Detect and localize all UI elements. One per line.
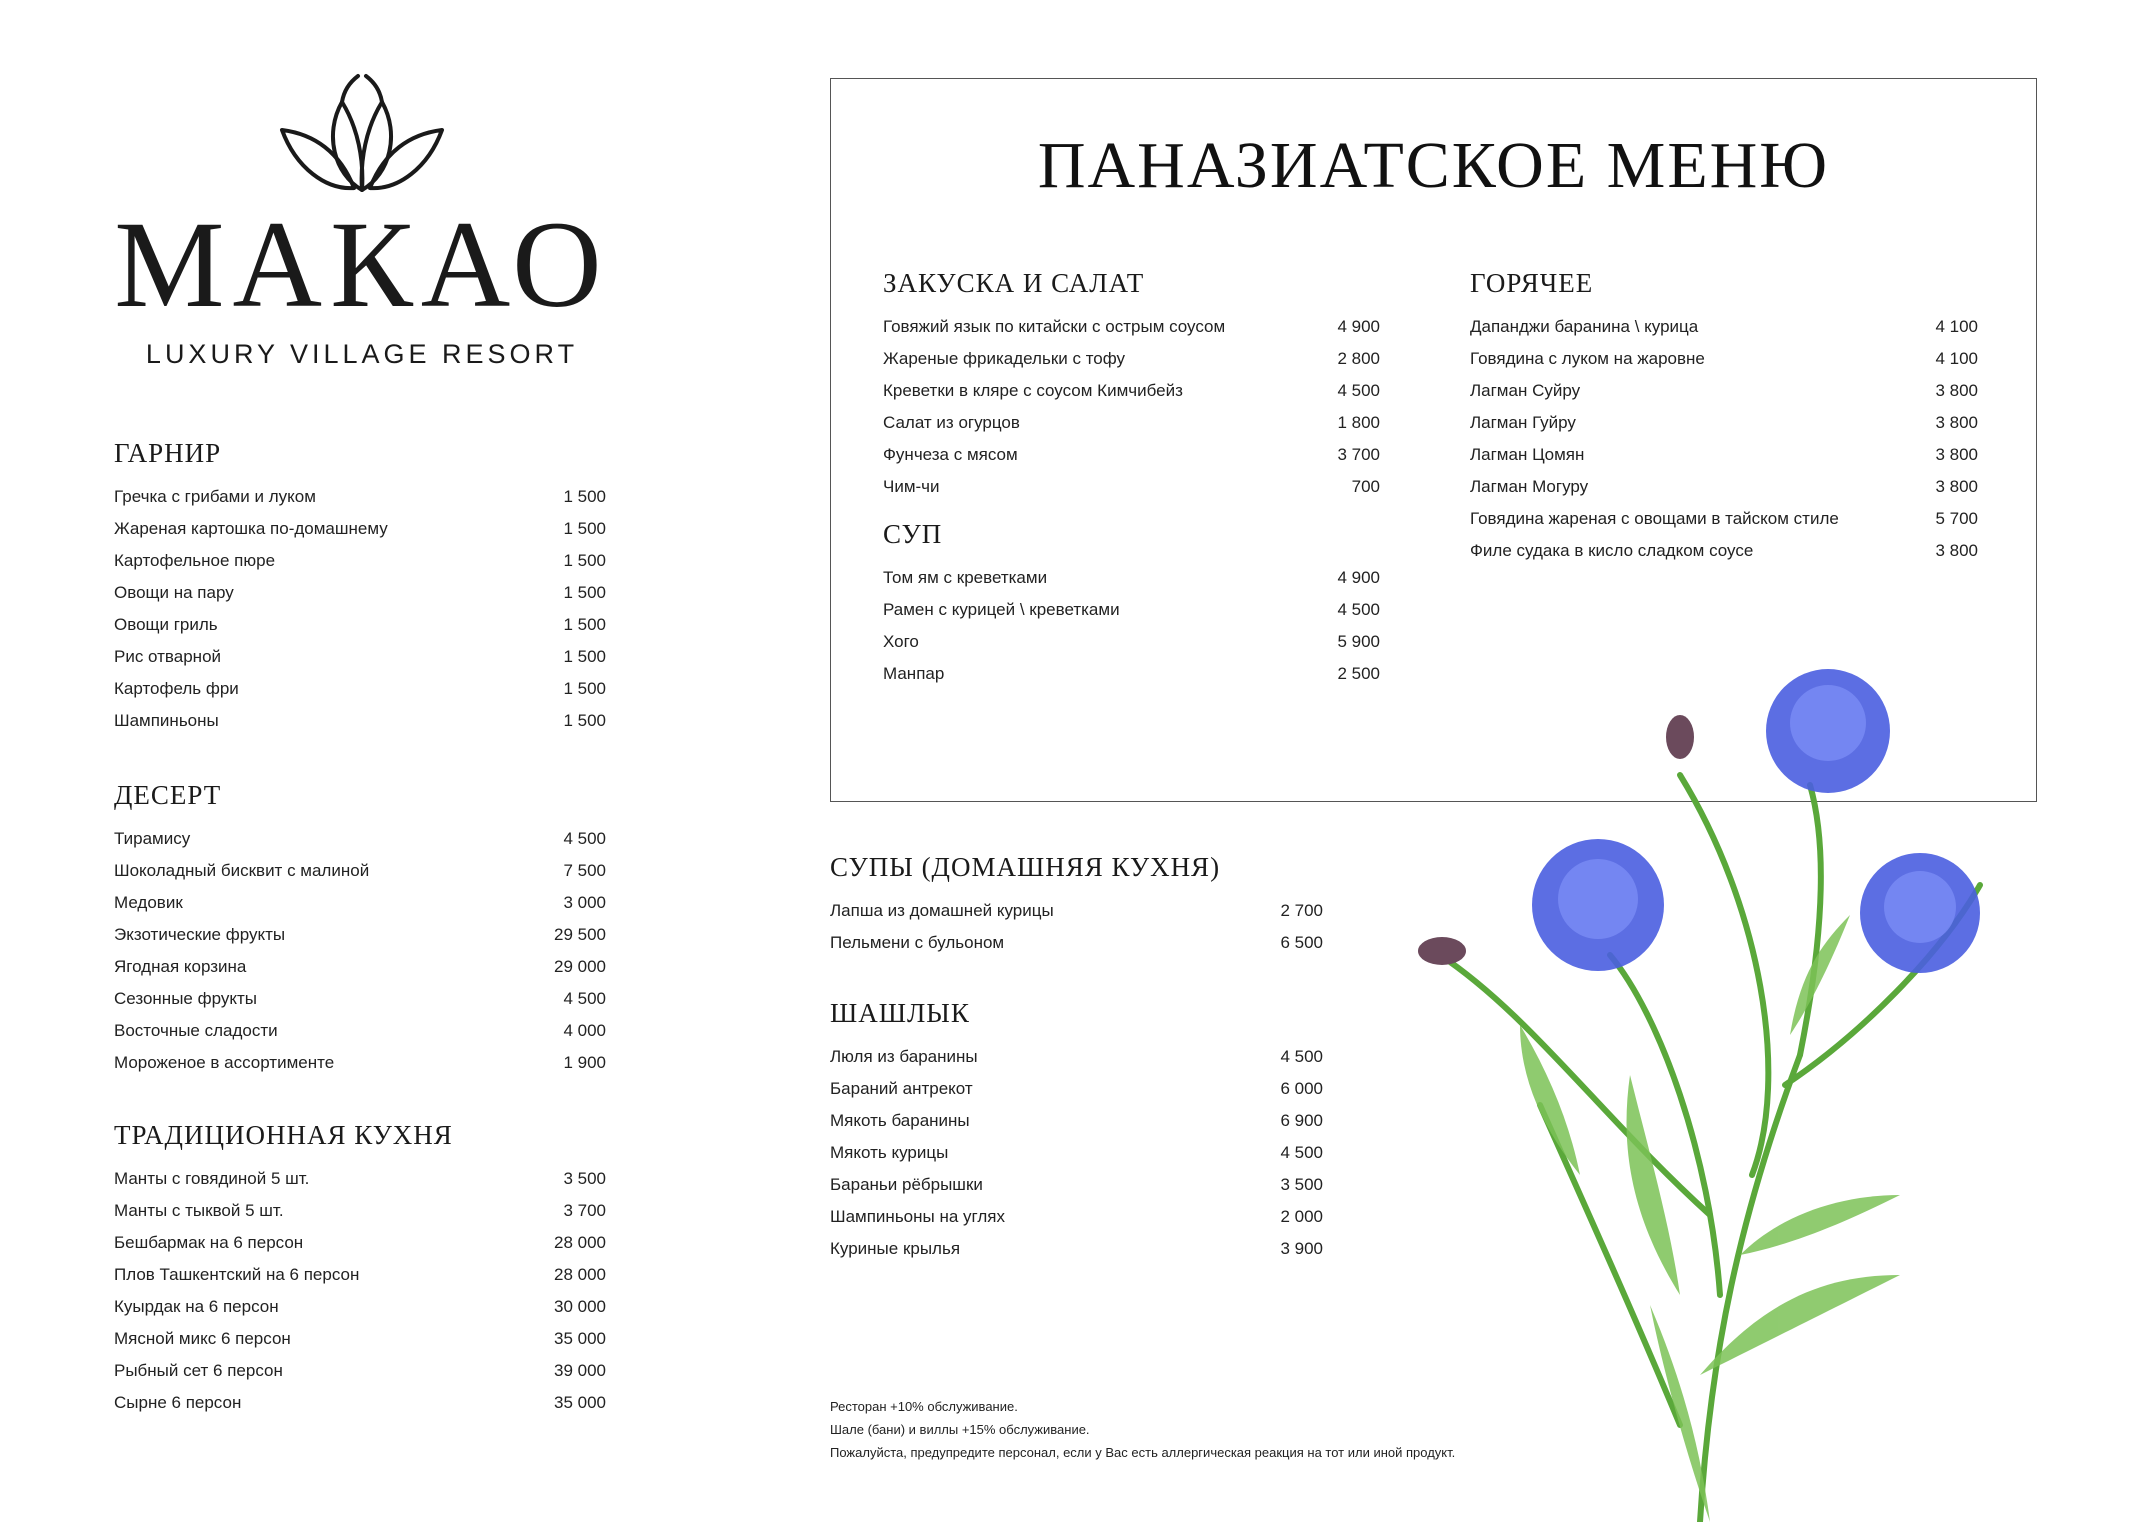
item-price: 6 000: [1280, 1079, 1323, 1098]
item-price: 3 800: [1935, 413, 1978, 432]
menu-item: [830, 1233, 1323, 1265]
section-title: ШАШЛЫК: [830, 998, 970, 1028]
item-name: Лагман Могуру: [1470, 477, 1589, 496]
section-title: ЗАКУСКА И САЛАТ: [883, 268, 1145, 298]
item-price: 28 000: [554, 1233, 606, 1252]
menu-item: [1470, 407, 1978, 439]
menu-item: [830, 1073, 1323, 1105]
item-price: 1 500: [563, 679, 606, 698]
item-name: Дапанджи баранина \ курица: [1470, 317, 1699, 336]
item-price: 4 900: [1337, 568, 1380, 587]
menu-item: [114, 1015, 606, 1047]
note-allergy: Пожалуйста, предупредите персонал, если у Вас есть аллергическая реакция на тот или иной продукт.: [830, 1445, 1456, 1460]
menu-item: [114, 1259, 606, 1291]
menu-item: [1470, 503, 1978, 535]
brand-logo: [112, 72, 612, 372]
item-name: Сезонные фрукты: [114, 989, 257, 1008]
item-name: Чим-чи: [883, 477, 940, 496]
menu-item: [1470, 535, 1978, 567]
menu-item: [114, 1291, 606, 1323]
item-name: Люля из баранины: [830, 1047, 978, 1066]
item-price: 1 500: [563, 711, 606, 730]
menu-item: [830, 1105, 1323, 1137]
item-name: Экзотические фрукты: [114, 925, 286, 944]
item-price: 39 000: [554, 1361, 606, 1380]
item-price: 4 900: [1337, 317, 1380, 336]
item-price: 7 500: [563, 861, 606, 880]
item-price: 4 500: [1280, 1047, 1323, 1066]
menu-item: [114, 855, 606, 887]
menu-item: [114, 919, 606, 951]
menu-item: [883, 375, 1380, 407]
section-title: ДЕСЕРТ: [114, 780, 222, 810]
menu-item: [114, 1195, 606, 1227]
item-price: 700: [1351, 477, 1380, 496]
menu-item: [114, 951, 606, 983]
item-price: 1 500: [563, 487, 606, 506]
menu-item: [830, 895, 1323, 927]
menu-item: [883, 658, 1380, 690]
item-name: Плов Ташкентский на 6 персон: [114, 1265, 360, 1284]
menu-item: [830, 1201, 1323, 1233]
item-name: Лагман Цомян: [1470, 445, 1585, 464]
item-name: Бешбармак на 6 персон: [114, 1233, 304, 1252]
menu-item: [114, 1323, 606, 1355]
note-chalet: Шале (бани) и виллы +15% обслуживание.: [830, 1422, 1090, 1437]
menu-item: [1470, 375, 1978, 407]
item-name: Тирамису: [114, 829, 191, 848]
item-name: Фунчеза с мясом: [883, 445, 1018, 464]
item-name: Медовик: [114, 893, 183, 912]
menu-item: [114, 1227, 606, 1259]
item-name: Шоколадный бисквит с малиной: [114, 861, 370, 880]
section-shashlik: [830, 998, 1323, 1265]
item-name: Мясной микс 6 персон: [114, 1329, 291, 1348]
item-price: 35 000: [554, 1329, 606, 1348]
item-price: 3 500: [563, 1169, 606, 1188]
item-name: Говяжий язык по китайски с острым соусом: [883, 317, 1226, 336]
menu-item: [1470, 471, 1978, 503]
menu-item: [1470, 343, 1978, 375]
item-price: 29 000: [554, 957, 606, 976]
item-name: Говядина с луком на жаровне: [1470, 349, 1705, 368]
menu-item: [883, 562, 1380, 594]
item-price: 2 000: [1280, 1207, 1323, 1226]
note-restaurant: Ресторан +10% обслуживание.: [830, 1399, 1018, 1414]
item-price: 3 700: [563, 1201, 606, 1220]
menu-item: [114, 1355, 606, 1387]
item-price: 1 500: [563, 647, 606, 666]
menu-item: [114, 545, 606, 577]
menu-item: [883, 311, 1380, 343]
item-price: 4 500: [563, 989, 606, 1008]
menu-item: [114, 609, 606, 641]
item-name: Бараний антрекот: [830, 1079, 973, 1098]
item-price: 1 500: [563, 551, 606, 570]
item-price: 1 500: [563, 583, 606, 602]
menu-item: [114, 823, 606, 855]
item-name: Восточные сладости: [114, 1021, 278, 1040]
item-price: 4 500: [1280, 1143, 1323, 1162]
section-garnish: [114, 438, 606, 737]
section-title: СУП: [883, 519, 943, 549]
section-title: СУПЫ (ДОМАШНЯЯ КУХНЯ): [830, 852, 1221, 882]
item-price: 1 500: [563, 519, 606, 538]
item-name: Куриные крылья: [830, 1239, 961, 1258]
item-price: 4 100: [1935, 349, 1978, 368]
item-name: Мякоть баранины: [830, 1111, 970, 1130]
section-title: ГАРНИР: [114, 438, 222, 468]
item-name: Филе судака в кисло сладком соусе: [1470, 541, 1754, 560]
item-price: 3 800: [1935, 477, 1978, 496]
item-name: Говядина жареная с овощами в тайском стиле: [1470, 509, 1839, 528]
cornflower-illustration: [1380, 655, 2040, 1522]
item-name: Манпар: [883, 664, 945, 683]
item-price: 4 500: [563, 829, 606, 848]
item-price: 2 500: [1337, 664, 1380, 683]
brand-name: МАКАО: [114, 196, 610, 333]
item-price: 1 500: [563, 615, 606, 634]
item-name: Картофельное пюре: [114, 551, 276, 570]
item-price: 3 800: [1935, 445, 1978, 464]
menu-item: [883, 343, 1380, 375]
item-name: Бараньи рёбрышки: [830, 1175, 983, 1194]
menu-item: [114, 513, 606, 545]
section-snacks: [883, 268, 1380, 503]
menu-item: [830, 1169, 1323, 1201]
item-price: 4 100: [1935, 317, 1978, 336]
item-name: Сырне 6 персон: [114, 1393, 242, 1412]
menu-item: [1470, 439, 1978, 471]
menu-item: [114, 577, 606, 609]
item-name: Шампиньоны на углях: [830, 1207, 1005, 1226]
menu-item: [883, 439, 1380, 471]
menu-item: [830, 927, 1323, 959]
menu-item: [114, 1387, 606, 1419]
menu-item: [114, 1047, 606, 1079]
section-title: ГОРЯЧЕЕ: [1470, 268, 1594, 298]
item-price: 2 800: [1337, 349, 1380, 368]
item-price: 3 900: [1280, 1239, 1323, 1258]
section-hot: [1470, 268, 1978, 567]
item-price: 1 900: [563, 1053, 606, 1072]
panasian-title: ПАНАЗИАТСКОЕ МЕНЮ: [1037, 129, 1830, 202]
item-price: 1 800: [1337, 413, 1380, 432]
item-price: 5 900: [1337, 632, 1380, 651]
item-price: 30 000: [554, 1297, 606, 1316]
menu-item: [114, 887, 606, 919]
menu-item: [114, 1163, 606, 1195]
item-price: 3 800: [1935, 541, 1978, 560]
item-name: Овощи гриль: [114, 615, 218, 634]
item-name: Лапша из домашней курицы: [830, 901, 1054, 920]
section-dessert: [114, 780, 606, 1079]
item-name: Жареная картошка по-домашнему: [114, 519, 388, 538]
item-price: 4 500: [1337, 381, 1380, 400]
lotus-icon: [272, 72, 452, 197]
item-price: 5 700: [1935, 509, 1978, 528]
item-price: 3 700: [1337, 445, 1380, 464]
item-name: Пельмени с бульоном: [830, 933, 1005, 952]
item-name: Манты с тыквой 5 шт.: [114, 1201, 284, 1220]
item-name: Рыбный сет 6 персон: [114, 1361, 283, 1380]
brand-tagline: LUXURY VILLAGE RESORT: [145, 339, 579, 369]
menu-item: [883, 407, 1380, 439]
item-name: Рис отварной: [114, 647, 222, 666]
item-name: Хого: [883, 632, 919, 651]
item-name: Гречка с грибами и луком: [114, 487, 316, 506]
menu-item: [830, 1137, 1323, 1169]
menu-item: [114, 481, 606, 513]
item-name: Том ям с креветками: [883, 568, 1048, 587]
item-name: Картофель фри: [114, 679, 239, 698]
menu-item: [883, 594, 1380, 626]
item-price: 3 000: [563, 893, 606, 912]
item-price: 29 500: [554, 925, 606, 944]
item-name: Овощи на пару: [114, 583, 234, 602]
menu-item: [114, 705, 606, 737]
item-name: Мороженое в ассортименте: [114, 1053, 335, 1072]
item-price: 3 500: [1280, 1175, 1323, 1194]
item-price: 35 000: [554, 1393, 606, 1412]
section-home-soups: [830, 852, 1323, 959]
menu-item: [114, 983, 606, 1015]
section-title: ТРАДИЦИОННАЯ КУХНЯ: [114, 1120, 453, 1150]
item-name: Шампиньоны: [114, 711, 219, 730]
item-price: 28 000: [554, 1265, 606, 1284]
item-name: Креветки в кляре с соусом Кимчибейз: [883, 381, 1183, 400]
menu-item: [114, 673, 606, 705]
menu-item: [883, 626, 1380, 658]
menu-item: [114, 641, 606, 673]
item-name: Лагман Суйру: [1470, 381, 1581, 400]
item-price: 3 800: [1935, 381, 1978, 400]
item-price: 2 700: [1280, 901, 1323, 920]
menu-item: [1470, 311, 1978, 343]
section-soup: [883, 519, 1380, 690]
item-name: Салат из огурцов: [883, 413, 1020, 432]
menu-item: [830, 1041, 1323, 1073]
item-price: 4 000: [563, 1021, 606, 1040]
menu-item: [883, 471, 1380, 503]
item-price: 6 500: [1280, 933, 1323, 952]
item-name: Жареные фрикадельки с тофу: [883, 349, 1126, 368]
item-name: Мякоть курицы: [830, 1143, 949, 1162]
item-price: 4 500: [1337, 600, 1380, 619]
service-notes: [830, 1395, 1455, 1464]
item-name: Манты с говядиной 5 шт.: [114, 1169, 310, 1188]
item-name: Рамен с курицей \ креветками: [883, 600, 1120, 619]
section-traditional: [114, 1120, 606, 1419]
item-name: Ягодная корзина: [114, 957, 247, 976]
item-name: Куырдак на 6 персон: [114, 1297, 279, 1316]
item-name: Лагман Гуйру: [1470, 413, 1576, 432]
item-price: 6 900: [1280, 1111, 1323, 1130]
